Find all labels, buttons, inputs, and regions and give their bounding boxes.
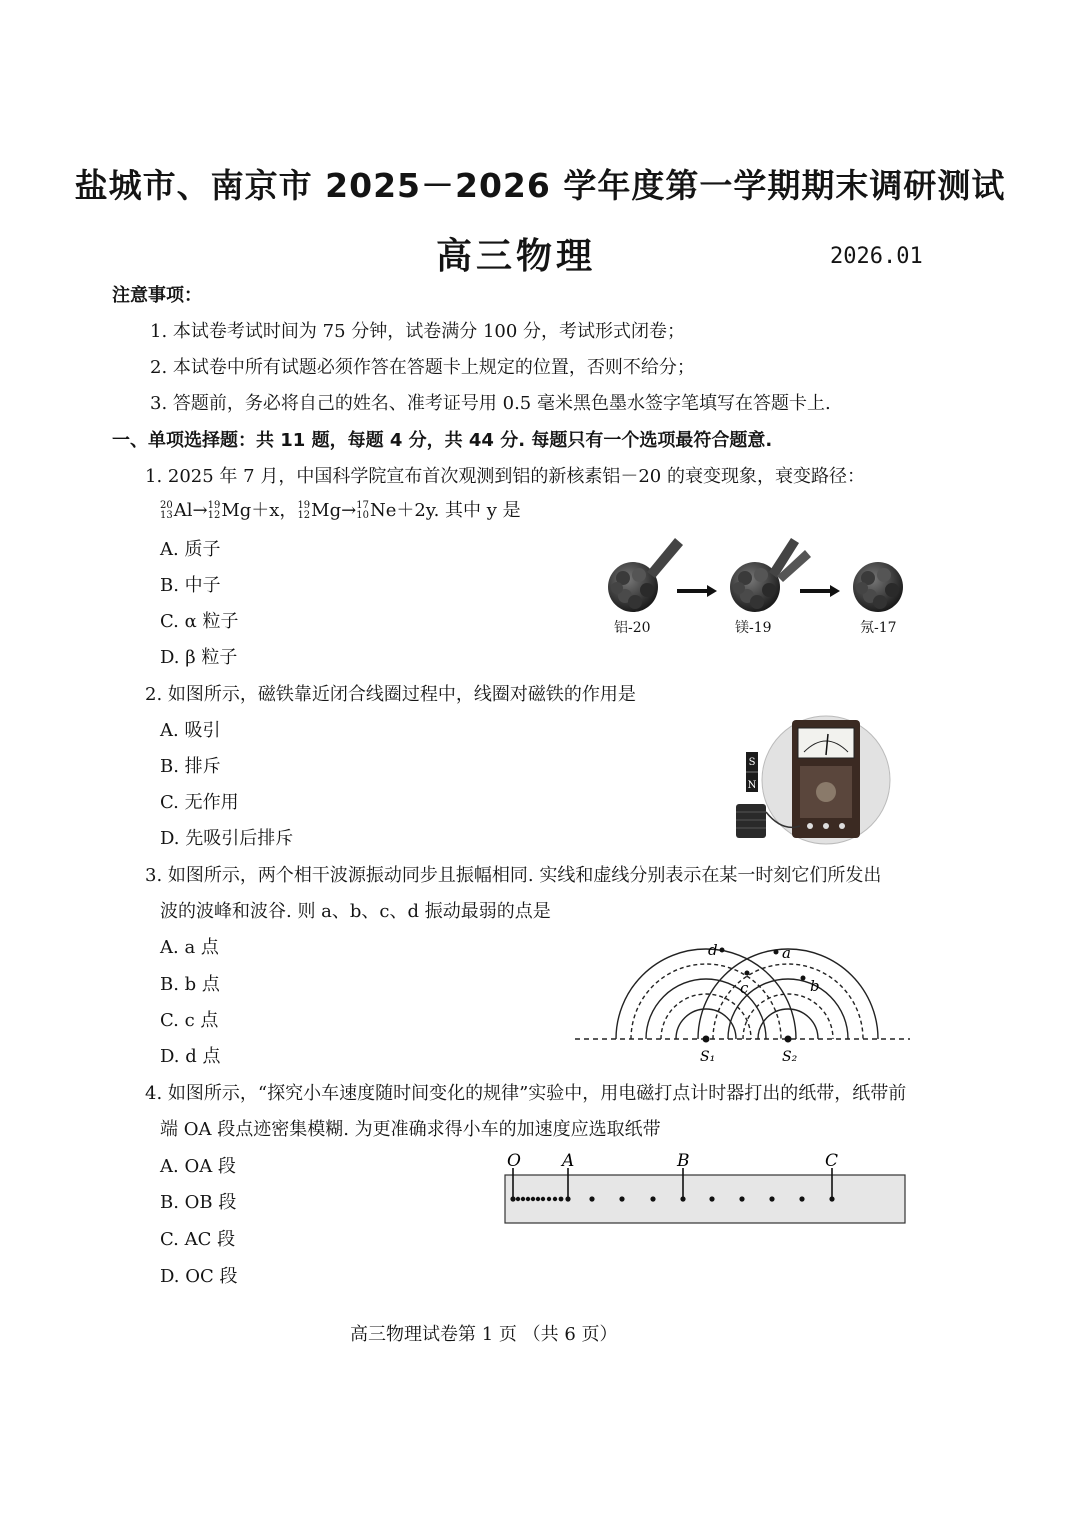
q1-option-d[interactable]: D. β 粒子 — [160, 647, 238, 668]
q2-stem: 2. 如图所示，磁铁靠近闭合线圈过程中，线圈对磁铁的作用是 — [145, 684, 636, 705]
point-label-c: c — [740, 979, 749, 997]
galvanometer-icon — [792, 720, 860, 838]
q1-figure-label: 氖-17 — [860, 620, 897, 636]
equation-term: ＋2y. 其中 y 是 — [396, 500, 521, 521]
q1-stem: 1. 2025 年 7 月，中国科学院宣布首次观测到铝的新核素铝－20 的衰变现象，衰变路径： — [145, 466, 865, 487]
source-label-s1: S₁ — [700, 1049, 716, 1065]
point-d — [720, 948, 725, 953]
q4-option-c[interactable]: C. AC 段 — [160, 1229, 236, 1250]
aluminum-nucleus-icon — [608, 538, 683, 612]
q3-stem: 3. 如图所示，两个相干波源振动同步且振幅相同. 实线和虚线分别表示在某一时刻它们所发出 — [145, 865, 882, 886]
q2-option-b[interactable]: B. 排斥 — [160, 756, 221, 777]
element-symbol: Mg — [221, 500, 252, 521]
source-s1 — [703, 1036, 710, 1043]
q4-option-d[interactable]: D. OC 段 — [160, 1266, 238, 1287]
tape-label-a: A — [562, 1151, 575, 1171]
magnesium-nucleus-icon — [730, 538, 811, 612]
q1-decay-equation — [160, 496, 521, 522]
exam-title: 盐城市、南京市 2025－2026 学年度第一学期期末调研测试 — [74, 166, 1006, 205]
wave-crest — [676, 1009, 736, 1039]
mass-number: 19 — [297, 500, 311, 511]
exam-date: 2026.01 — [830, 244, 923, 269]
mass-number: 17 — [356, 500, 369, 511]
source-s2 — [785, 1036, 792, 1043]
point-b — [801, 976, 806, 981]
atomic-number: 10 — [356, 510, 369, 521]
section-heading: 一、单项选择题：共 11 题，每题 4 分，共 44 分. 每题只有一个选项最符合题意. — [112, 430, 773, 451]
right-arrow-icon — [677, 585, 717, 597]
element-symbol: Al — [173, 500, 193, 521]
atomic-number: 12 — [297, 510, 311, 521]
magnet-north-label: N — [747, 780, 757, 791]
subject-title: 高三物理 — [436, 236, 597, 277]
point-label-a: a — [782, 944, 791, 962]
tape-label-b: B — [677, 1151, 690, 1171]
q2-option-d[interactable]: D. 先吸引后排斥 — [160, 828, 294, 849]
q2-option-c[interactable]: C. 无作用 — [160, 792, 239, 813]
point-label-b: b — [810, 977, 820, 995]
q3-option-b[interactable]: B. b 点 — [160, 974, 220, 995]
q2-galvanometer-figure — [730, 712, 895, 847]
q4-option-b[interactable]: B. OB 段 — [160, 1192, 237, 1213]
equation-term: ＋x， — [251, 500, 298, 521]
q4-stem: 端 OA 段点迹密集模糊. 为更准确求得小车的加速度应选取纸带 — [160, 1119, 661, 1140]
element-symbol: Ne — [369, 500, 397, 521]
q3-interference-figure — [570, 925, 915, 1070]
notice-item: 2. 本试卷中所有试题必须作答在答题卡上规定的位置，否则不给分； — [150, 357, 695, 378]
q3-option-c[interactable]: C. c 点 — [160, 1010, 219, 1031]
q3-option-d[interactable]: D. d 点 — [160, 1046, 221, 1067]
q1-figure-label: 镁-19 — [735, 620, 772, 636]
wave-crest — [758, 1009, 818, 1039]
notice-item: 3. 答题前，务必将自己的姓名、准考证号用 0.5 毫米黑色墨水签字笔填写在答题卡上. — [150, 393, 831, 414]
q4-option-a[interactable]: A. OA 段 — [160, 1156, 236, 1177]
q4-stem: 4. 如图所示，“探究小车速度随时间变化的规律”实验中，用电磁打点计时器打出的纸带，纸带前 — [145, 1083, 907, 1104]
right-arrow-icon — [800, 585, 840, 597]
tape-label-o: O — [507, 1151, 521, 1171]
q3-stem: 波的波峰和波谷. 则 a、b、c、d 振动最弱的点是 — [160, 901, 551, 922]
paper-tape — [505, 1175, 905, 1223]
q2-option-a[interactable]: A. 吸引 — [160, 720, 221, 741]
notice-item: 1. 本试卷考试时间为 75 分钟，试卷满分 100 分，考试形式闭卷； — [150, 321, 686, 342]
element-symbol: Mg — [311, 500, 342, 521]
magnet-south-label: S — [748, 757, 756, 768]
point-c — [745, 971, 750, 976]
q1-option-a[interactable]: A. 质子 — [160, 539, 221, 560]
q1-figure-label: 铝-20 — [614, 620, 651, 636]
point-a — [774, 950, 779, 955]
page-footer: 高三物理试卷第 1 页 （共 6 页） — [350, 1324, 618, 1345]
notice-heading: 注意事项： — [112, 285, 202, 306]
arrow: → — [192, 500, 208, 521]
tape-label-c: C — [825, 1151, 839, 1171]
q1-option-c[interactable]: C. α 粒子 — [160, 611, 239, 632]
neon-nucleus-icon — [853, 562, 903, 612]
q4-paper-tape-figure — [500, 1148, 910, 1230]
q1-option-b[interactable]: B. 中子 — [160, 575, 221, 596]
q3-option-a[interactable]: A. a 点 — [160, 937, 219, 958]
mass-number: 20 — [160, 500, 173, 511]
point-label-d: d — [708, 941, 718, 959]
mass-number: 19 — [207, 500, 221, 511]
arrow: → — [341, 500, 357, 521]
atomic-number: 13 — [160, 510, 173, 521]
atomic-number: 12 — [207, 510, 221, 521]
source-label-s2: S₂ — [782, 1049, 798, 1065]
